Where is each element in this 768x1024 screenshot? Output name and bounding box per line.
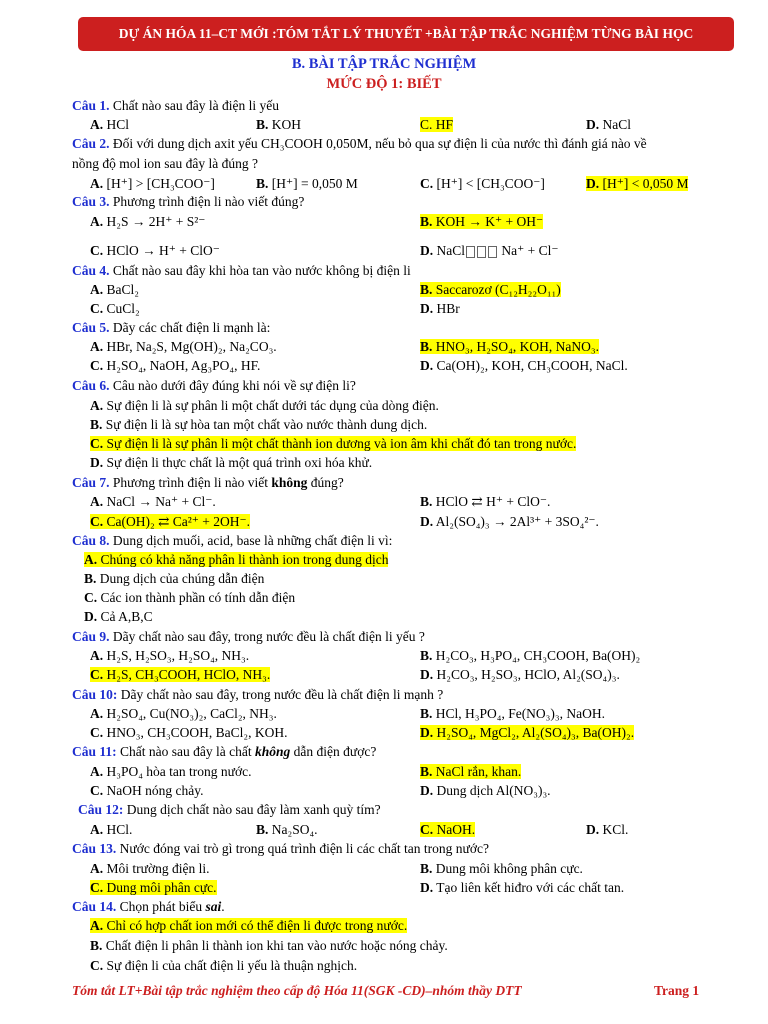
option-b: B. Sự điện li là sự hòa tan một chất vào nước thành dung dịch. <box>90 417 428 432</box>
question-label: Câu 3. <box>72 194 110 209</box>
question-text: Dung dịch chất nào sau đây làm xanh quỳ tím? <box>123 802 381 817</box>
question-label: Câu 11: <box>72 744 117 759</box>
option-b-answer: B. Saccarozơ (C₁₂H₂₂O₁₁) <box>420 282 561 297</box>
option-c: C. NaOH nóng chảy. <box>90 783 204 798</box>
option-d: D. NaCl <box>586 117 631 132</box>
question-text: Phương trình điện li nào viết đúng? <box>109 194 305 209</box>
footer-text: Tóm tắt LT+Bài tập trắc nghiệm theo cấp độ Hóa 11(SGK -CD)–nhóm thầy DTT <box>72 983 522 998</box>
option-d: D. KCl. <box>586 822 629 837</box>
question-label: Câu 4. <box>72 263 110 278</box>
unknown-glyph-icon <box>466 246 475 258</box>
question-13 <box>72 840 489 857</box>
option-c: C. HNO₃, CH₃COOH, BaCl₂, KOH. <box>90 725 288 740</box>
option-d: D. NaCl Na⁺ + Cl⁻ <box>420 243 559 258</box>
option-c-answer: C. HF <box>420 117 454 132</box>
question-8 <box>72 532 392 549</box>
option-d: D. HBr <box>420 301 460 316</box>
question-3 <box>72 193 304 210</box>
option-b-answer: B. HNO₃, H₂SO₄, KOH, NaNO₃. <box>420 339 599 354</box>
option-b: B. Dung môi không phân cực. <box>420 861 583 876</box>
question-label: Câu 7. <box>72 475 110 490</box>
option-b: B. Chất điện li phân li thành ion khi tan vào nước hoặc nóng chảy. <box>90 938 448 953</box>
option-b: B. HCl, H₃PO₄, Fe(NO₃)₃, NaOH. <box>420 706 605 721</box>
option-a: A. NaCl → Na⁺ + Cl⁻. <box>90 494 216 509</box>
option-b: B. HClO ⇄ H⁺ + ClO⁻. <box>420 494 551 509</box>
question-4 <box>72 262 411 279</box>
question-text: Nước đóng vai trò gì trong quá trình điện li các chất tan trong nước? <box>116 841 489 856</box>
section-title: B. BÀI TẬP TRẮC NGHIỆM <box>291 56 477 72</box>
question-label: Câu 13. <box>72 841 117 856</box>
option-c-answer: C. Ca(OH)₂ ⇄ Ca²⁺ + 2OH⁻. <box>90 514 251 529</box>
option-a: A. H₂S → 2H⁺ + S²⁻ <box>90 214 206 229</box>
option-c: C. HClO → H⁺ + ClO⁻ <box>90 243 220 258</box>
option-c-answer: C. Dung môi phân cực. <box>90 880 217 895</box>
question-11: Câu 11: Chất nào sau đây là chất không dẫn điện được? <box>72 744 377 759</box>
option-b-answer: B. KOH → K⁺ + OH⁻ <box>420 214 544 229</box>
option-c: C. [H⁺] < [CH₃COO⁻] <box>420 176 545 191</box>
question-text: Dãy chất nào sau đây, trong nước đều là chất điện li mạnh ? <box>117 687 444 702</box>
question-text: Dãy chất nào sau đây, trong nước đều là chất điện li yếu ? <box>109 629 425 644</box>
option-d: D. Dung dịch Al(NO₃)₃. <box>420 783 551 798</box>
option-d: D. Ca(OH)₂, KOH, CH₃COOH, NaCl. <box>420 358 628 373</box>
question-2-cont <box>72 155 258 172</box>
option-d: D. Sự điện li thực chất là một quá trình oxi hóa khử. <box>90 455 373 470</box>
question-5 <box>72 319 270 336</box>
option-a: A. H₃PO₄ hòa tan trong nước. <box>90 764 252 779</box>
question-text: Dung dịch muối, acid, base là những chất điện li vì: <box>109 533 393 548</box>
question-label: Câu 9. <box>72 629 110 644</box>
option-d-answer: D. [H⁺] < 0,050 M <box>586 176 689 191</box>
option-b: B. [H⁺] = 0,050 M <box>256 176 358 191</box>
question-10 <box>72 686 443 703</box>
option-a: A. HCl <box>90 117 130 132</box>
question-label: Câu 1. <box>72 98 110 113</box>
option-a-answer: A. Chúng có khả năng phân li thành ion trong dung dịch <box>84 552 389 567</box>
option-d: D. H₂CO₃, H₂SO₃, HClO, Al₂(SO₄)₃. <box>420 667 620 682</box>
question-text: Phương trình điện li nào viết <box>109 475 272 490</box>
option-d: D. Tạo liên kết hiđro với các chất tan. <box>420 880 625 895</box>
question-6 <box>72 377 356 394</box>
option-a: A. [H⁺] > [CH₃COO⁻] <box>90 176 215 191</box>
option-c: C. Sự điện li của chất điện li yếu là thuận nghịch. <box>90 958 358 973</box>
option-c: C. Các ion thành phần có tính dẫn điện <box>84 590 296 605</box>
question-label: Câu 14. <box>72 899 117 914</box>
option-a: A. BaCl₂ <box>90 282 139 297</box>
question-text: Chất nào sau đây là chất <box>116 744 255 759</box>
question-9 <box>72 628 425 645</box>
unknown-glyph-icon <box>477 246 486 258</box>
question-14: Câu 14. Chọn phát biểu sai. <box>72 899 225 914</box>
option-a: A. HBr, Na₂S, Mg(OH)₂, Na₂CO₃. <box>90 339 277 354</box>
question-text: Dãy các chất điện li mạnh là: <box>109 320 271 335</box>
option-c-answer: C. H₂S, CH₃COOH, HClO, NH₃. <box>90 667 271 682</box>
option-a: A. HCl. <box>90 822 133 837</box>
option-d: D. Cả A,B,C <box>84 609 153 624</box>
question-text: Chất nào sau đây khi hòa tan vào nước không bị điện li <box>109 263 411 278</box>
question-label: Câu 10: <box>72 687 118 702</box>
option-a: A. H₂S, H₂SO₃, H₂SO₄, NH₃. <box>90 648 250 663</box>
question-label: Câu 12: <box>78 802 124 817</box>
question-text: Đối với dung dịch axit yếu CH₃COOH 0,050M, nếu bỏ qua sự điện li của nước thì đánh giá nào về <box>109 136 647 151</box>
option-a: A. H₂SO₄, Cu(NO₃)₂, CaCl₂, NH₃. <box>90 706 277 721</box>
question-7: Câu 7. Phương trình điện li nào viết không đúng? <box>72 475 344 490</box>
option-b: B. H₂CO₃, H₃PO₄, CH₃COOH, Ba(OH)₂ <box>420 648 641 663</box>
question-12 <box>78 801 381 818</box>
header-banner: DỰ ÁN HÓA 11–CT MỚI :TÓM TẮT LÝ THUYẾT +BÀI TẬP TRẮC NGHIỆM TỪNG BÀI HỌC <box>78 17 734 51</box>
option-c: C. CuCl₂ <box>90 301 140 316</box>
question-label: Câu 6. <box>72 378 110 393</box>
option-c: C. H₂SO₄, NaOH, Ag₃PO₄, HF. <box>90 358 261 373</box>
question-text: Chọn phát biểu <box>116 899 206 914</box>
question-text: nồng độ mol ion sau đây là đúng ? <box>72 156 258 171</box>
option-b: B. Dung dịch của chúng dẫn điện <box>84 571 265 586</box>
option-b: B. KOH <box>256 117 302 132</box>
page-number: Trang 1 <box>654 983 700 998</box>
question-text: Câu nào dưới đây đúng khi nói về sự điện li? <box>109 378 356 393</box>
question-label: Câu 8. <box>72 533 110 548</box>
question-label: Câu 5. <box>72 320 110 335</box>
option-c-answer: C. NaOH. <box>420 822 476 837</box>
question-label: Câu 2. <box>72 136 110 151</box>
option-d: D. Al₂(SO₄)₃ → 2Al³⁺ + 3SO₄²⁻. <box>420 514 599 529</box>
question-2 <box>72 135 647 152</box>
option-a: A. Sự điện li là sự phân li một chất dưới tác dụng của dòng điện. <box>90 398 439 413</box>
option-b-answer: B. NaCl rắn, khan. <box>420 764 522 779</box>
level-title: MỨC ĐỘ 1: BIẾT <box>326 76 442 92</box>
option-a-answer: A. Chỉ có hợp chất ion mới có thể điện li được trong nước. <box>90 918 408 933</box>
option-a: A. Môi trường điện li. <box>90 861 210 876</box>
question-text: Chất nào sau đây là điện li yếu <box>109 98 279 113</box>
option-b: B. Na₂SO₄. <box>256 822 318 837</box>
question-1 <box>72 97 279 114</box>
option-c-answer: C. Sự điện li là sự phân li một chất thành ion dương và ion âm khi chất đó tan trong nước. <box>90 436 577 451</box>
option-d-answer: D. H₂SO₄, MgCl₂, Al₂(SO₄)₃, Ba(OH)₂. <box>420 725 635 740</box>
unknown-glyph-icon <box>488 246 497 258</box>
